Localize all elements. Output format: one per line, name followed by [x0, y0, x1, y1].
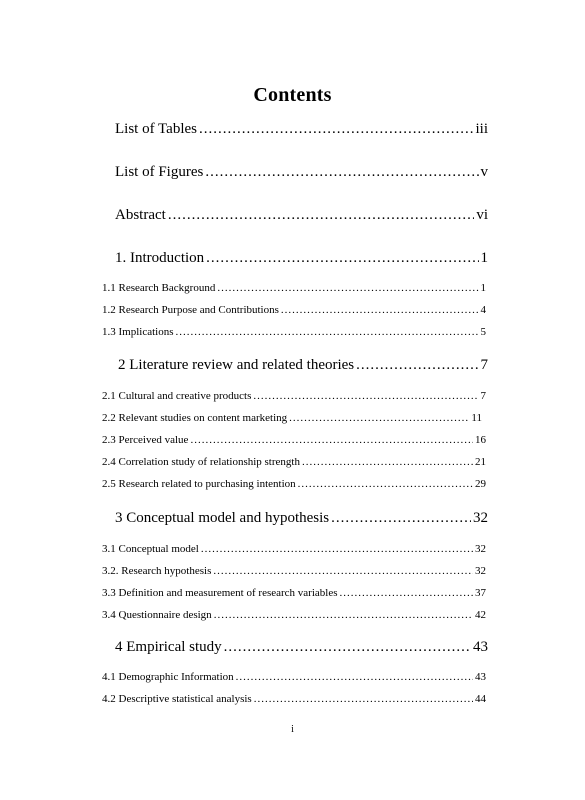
dot-leader — [214, 609, 473, 622]
toc-entry-page: 37 — [475, 587, 486, 599]
toc-entry-label: 4.2 Descriptive statistical analysis — [102, 693, 252, 705]
toc-entry-3-2[interactable] — [102, 565, 486, 578]
toc-entry-label: 2.3 Perceived value — [102, 434, 189, 446]
toc-entry-page: 21 — [475, 456, 486, 468]
toc-entry-label: List of Tables — [115, 121, 197, 137]
dot-leader — [224, 638, 471, 656]
toc-entry-4-2[interactable] — [102, 693, 486, 706]
toc-entry-chapter-3[interactable] — [115, 509, 488, 527]
dot-leader — [254, 693, 473, 706]
toc-entry-chapter-2[interactable] — [118, 356, 488, 374]
toc-entry-3-4[interactable] — [102, 609, 486, 622]
toc-entry-3-3[interactable] — [102, 587, 486, 600]
toc-entry-label: 2 Literature review and related theories — [118, 357, 355, 373]
toc-entry-label: 1.1 Research Background — [102, 282, 216, 294]
dot-leader — [331, 509, 471, 527]
dot-leader — [206, 249, 478, 267]
dot-leader — [190, 434, 473, 447]
toc-entry-page: 7 — [480, 357, 488, 373]
dot-leader — [201, 543, 473, 556]
toc-entry-4-1[interactable] — [102, 671, 486, 684]
toc-entry-page: 32 — [473, 510, 488, 526]
dot-leader — [289, 412, 469, 425]
toc-entry-2-5[interactable] — [102, 478, 486, 491]
dot-leader — [213, 565, 473, 578]
toc-entry-abstract[interactable] — [115, 206, 488, 224]
toc-entry-page: 11 — [471, 412, 482, 424]
toc-entry-label: Abstract — [115, 207, 166, 223]
toc-entry-label: 2.5 Research related to purchasing intention — [102, 478, 296, 490]
toc-entry-label: 3.4 Questionnaire design — [102, 609, 212, 621]
toc-entry-3-1[interactable] — [102, 543, 486, 556]
toc-entry-label: 2.4 Correlation study of relationship strength — [102, 456, 300, 468]
toc-entry-page: 16 — [475, 434, 486, 446]
dot-leader — [340, 587, 474, 600]
toc-entry-2-3[interactable] — [102, 434, 486, 447]
toc-entry-2-4[interactable] — [102, 456, 486, 469]
toc-entry-label: 1.2 Research Purpose and Contributions — [102, 304, 279, 316]
toc-entry-page: 32 — [475, 543, 486, 555]
toc-entry-label: 3 Conceptual model and hypothesis — [115, 510, 330, 526]
toc-entry-page: iii — [475, 121, 488, 137]
dot-leader — [302, 456, 473, 469]
toc-entry-label: 1. Introduction — [115, 250, 205, 266]
dot-leader — [217, 282, 478, 295]
toc-entry-page: 44 — [475, 693, 486, 705]
toc-entry-label: 3.3 Definition and measurement of research variables — [102, 587, 338, 599]
toc-entry-chapter-4[interactable] — [115, 638, 488, 656]
toc-entry-1-1[interactable] — [102, 282, 486, 295]
toc-entry-1-3[interactable] — [102, 326, 486, 339]
toc-entry-page: 4 — [480, 304, 486, 316]
toc-entry-label: 3.1 Conceptual model — [102, 543, 199, 555]
toc-entry-chapter-1[interactable] — [115, 249, 488, 267]
dot-leader — [356, 356, 478, 374]
toc-entry-page: 32 — [475, 565, 486, 577]
toc-entry-label: 2.2 Relevant studies on content marketing — [102, 412, 288, 424]
toc-entry-page: 42 — [475, 609, 486, 621]
toc-entry-label: List of Figures — [115, 164, 204, 180]
dot-leader — [176, 326, 479, 339]
toc-entry-label: 4.1 Demographic Information — [102, 671, 234, 683]
toc-entry-1-2[interactable] — [102, 304, 486, 317]
toc-entry-page: 1 — [480, 250, 488, 266]
dot-leader — [236, 671, 473, 684]
page-number-footer: i — [291, 724, 294, 735]
dot-leader — [199, 120, 473, 138]
toc-entry-page: vi — [476, 207, 488, 223]
page-title: Contents — [253, 84, 332, 106]
toc-entry-page: 5 — [480, 326, 486, 338]
toc-entry-2-1[interactable] — [102, 390, 486, 403]
toc-entry-page: 43 — [475, 671, 486, 683]
toc-entry-label: 2.1 Cultural and creative products — [102, 390, 252, 402]
dot-leader — [281, 304, 479, 317]
toc-entry-2-2[interactable] — [102, 412, 482, 425]
toc-entry-label: 3.2. Research hypothesis — [102, 565, 212, 577]
toc-entry-label: 4 Empirical study — [115, 639, 222, 655]
dot-leader — [298, 478, 473, 491]
toc-entry-label: 1.3 Implications — [102, 326, 174, 338]
toc-entry-page: 7 — [480, 390, 486, 402]
toc-entry-list-of-tables[interactable] — [115, 120, 488, 138]
toc-entry-page: 29 — [475, 478, 486, 490]
toc-entry-list-of-figures[interactable] — [115, 163, 488, 181]
dot-leader — [205, 163, 478, 181]
toc-entry-page: 1 — [480, 282, 486, 294]
toc-entry-page: v — [480, 164, 488, 180]
dot-leader — [168, 206, 475, 224]
dot-leader — [253, 390, 478, 403]
toc-entry-page: 43 — [473, 639, 488, 655]
